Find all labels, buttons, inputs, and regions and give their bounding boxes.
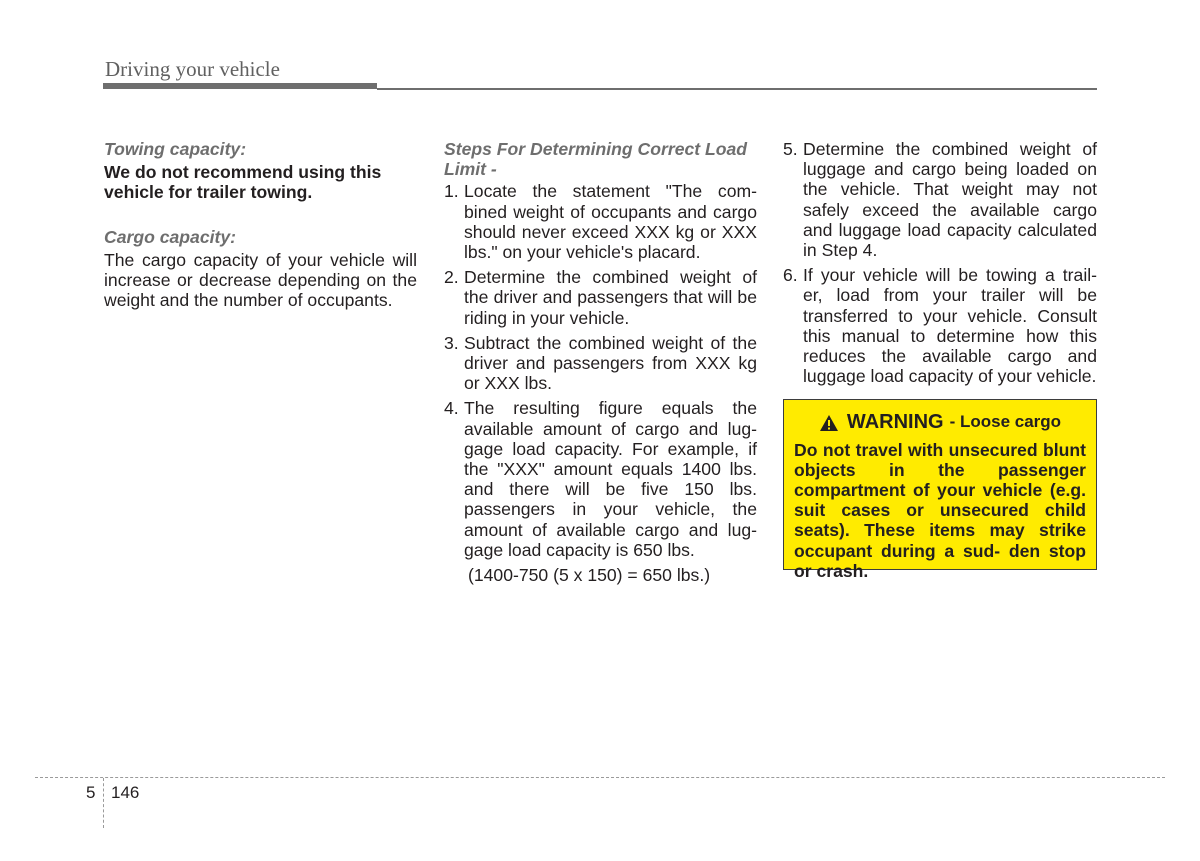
step-number: 6. — [783, 265, 798, 286]
footer-vertical-divider — [103, 778, 104, 828]
step-text: Determine the combined weight of the driver and passengers that will be riding in your vehicle. — [464, 267, 757, 328]
step-number: 2. — [444, 267, 459, 288]
example-formula: (1400-750 (5 x 150) = 650 lbs.) — [468, 565, 711, 586]
step-number: 1. — [444, 181, 459, 202]
footer-divider — [35, 777, 1165, 778]
warning-header — [794, 412, 1086, 432]
list-item — [444, 181, 757, 262]
step-text: If your vehicle will be towing a trail- er, load from your trailer will be transferred to your vehicle. Consult this manual to determine how this reduces the available cargo and luggage load capacity of your vehicle. — [803, 265, 1097, 387]
step-number: 3. — [444, 332, 459, 353]
page-number: 146 — [111, 783, 140, 802]
cargo-capacity-heading: Cargo capacity: — [104, 226, 236, 247]
header-rule-thin — [377, 88, 1097, 90]
warning-subtitle: - Loose cargo — [949, 412, 1062, 432]
towing-capacity-text: We do not recommend using this vehicle for trailer towing. — [104, 162, 382, 203]
list-item — [444, 267, 757, 328]
step-number: 5. — [783, 139, 798, 159]
list-item — [444, 333, 757, 394]
step-text: Locate the statement "The com- bined weight of occupants and cargo should never exceed XXX kg or XXX lbs." on your vehicle's placard. — [464, 181, 757, 263]
spacer — [104, 203, 417, 227]
warning-title: WARNING — [846, 411, 944, 434]
load-limit-steps-continued — [783, 139, 1097, 386]
chapter-number: 5 — [86, 783, 96, 802]
list-item — [783, 265, 1097, 386]
cargo-capacity-text: The cargo capacity of your vehicle will increase or decrease depending on the weight and the number of occupants. — [104, 249, 417, 311]
header-rule-thick — [103, 83, 377, 89]
list-item — [783, 139, 1097, 260]
list-item — [444, 398, 757, 560]
column-3 — [783, 139, 1097, 581]
section-header-title: Driving your vehicle — [105, 57, 280, 81]
column-1 — [104, 139, 417, 310]
load-limit-steps — [444, 181, 757, 560]
warning-box — [783, 399, 1097, 581]
towing-capacity-heading: Towing capacity: — [104, 139, 247, 159]
step-text: Determine the combined weight of luggage and cargo being loaded on the vehicle. That weight may not safely exceed the available cargo and luggage load capacity calculated in Step 4. — [803, 139, 1097, 261]
load-limit-heading: Steps For Determining Correct Load Limit - — [444, 139, 748, 180]
column-2 — [444, 139, 757, 585]
step-number: 4. — [444, 398, 459, 419]
warning-text: Do not travel with unsecured blunt objects in the passenger compartment of your vehicle (e.g. suit cases or unsecured child seats). These items may strike occupant during a sud- den stop or crash. — [794, 439, 1086, 581]
step-text: The resulting figure equals the available amount of cargo and lug- gage load capacity. For example, if the "XXX" amount equals 1400 lbs. and there will be five 150 lbs. passengers in your vehicle, the amount of available cargo and lug- gage load capacity is 650 lbs. — [464, 398, 757, 560]
step-text: Subtract the combined weight of the driver and passengers from XXX kg or XXX lbs. — [464, 332, 757, 394]
warning-triangle-icon — [819, 414, 839, 432]
